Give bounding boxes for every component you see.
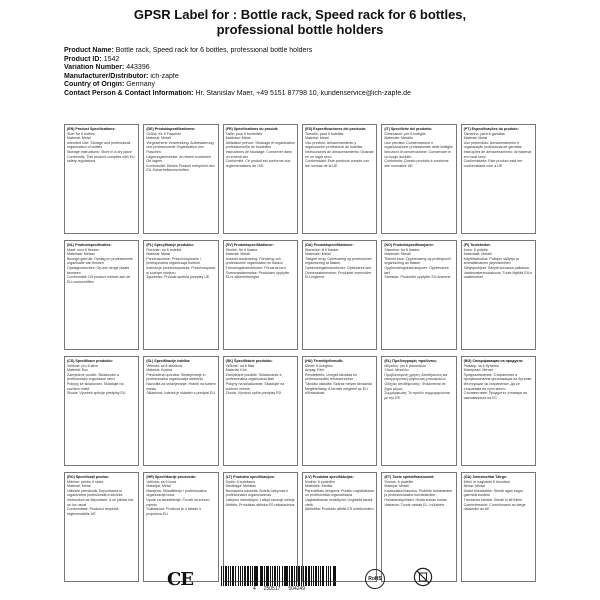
spec-line: Instructions de stockage: Conserver dans un endroit sec [225,149,292,159]
spec-block-heading: (ES) Especificaciones del producto: [305,127,367,131]
spec-block [143,124,218,234]
spec-block-heading: (SV) Produktspecifikationer: [225,243,274,247]
spec-block-heading: (DA) Produktspecifikationer: [305,243,354,247]
spec-line: Materijal: Metal [146,484,171,489]
info-label: Product Name: [64,47,114,54]
spec-block-heading: (LV) Produkta specifikācijas: [305,475,354,479]
spec-line: Material: Metal [67,484,91,489]
barcode-bar [296,566,297,586]
spec-line: Uzglabāšanas norādījumi: Uzglabāt sausā vietā [305,497,373,507]
spec-block-heading: (CS) Specifikace produktu: [67,359,113,363]
spec-line: Kavandatud kasutus: Pudelite hoiustamine ja professionaalne korraldamine [384,488,453,498]
spec-line: Conformidade: Este produto está em conformidade com a UE [463,159,523,168]
spec-block [381,356,456,466]
product-info [64,47,536,99]
spec-line: Opslaginstructies: Op een droge plaats bewaren [67,265,130,275]
spec-line: Koko: 6 pullolle [463,247,489,252]
spec-line: Konformität: Dieses Produkt entspricht den EU-Sicherheitsvorschriften [146,163,215,173]
spec-line: Predvidena uporaba: Shranjevanje in profesionalna organizacija steklenic [146,372,206,382]
spec-line: Przeznaczenie: Przechowywanie i profesjonalna organizacja butelek [146,256,201,266]
spec-line: Överensstämmelse: Produkten uppfyller EU:s säkerhetsregler [225,270,290,280]
spec-line: Beoogd gebruik: Opslag en professionele organisatie van flessen [67,256,133,266]
barcode-bar [311,566,312,586]
spec-line: Tilsigtet brug: Opbevaring og professionel organisering af flasker [305,256,372,266]
barcode-bar [221,566,222,586]
spec-line: Size: for 6 bottles [67,131,95,136]
info-value: Hr. Stanislav Maer, +49 5151 87798 10, kundenservice@ich-zapfe.de [195,89,411,97]
barcode-bar [282,566,283,586]
spec-line: Méid: le haghaidh 6 bhuidéal [463,479,510,484]
spec-line: Предназначение: Съхранение и професионална организация на бутилки [463,372,532,382]
spec-line: Инструкции за съхранение: Да се съхранява на сухо място [463,381,520,391]
spec-line: Размер: за 6 бутилки [463,363,499,368]
info-label: Product ID: [64,55,102,63]
spec-line: Storage Instructions: Store in a dry place [67,149,132,154]
spec-line: Anyag: Fém [305,368,325,373]
info-value: Germany [126,81,156,89]
barcode-bar [235,566,236,586]
spec-line: Μέγεθος: για 6 μπουκάλια [384,363,426,368]
spec-line: Υλικό: Μέταλλο [384,368,409,373]
spec-line: Zgodność: Produkt spełnia przepisy UE [146,275,210,280]
spec-line: Conformitate: Produsul respectă reglementările UE [67,507,119,516]
spec-line: Tárolási utasítás: Száraz helyen tárolandó [305,381,373,386]
barcode-bar [285,566,288,586]
spec-line: Materiale: Metall [384,252,411,257]
spec-block-heading: (HU) Termékjellemzők: [305,359,344,363]
spec-line: Suurus: 6 pudelile [384,479,414,484]
spec-line: Størrelse: til 6 flasker [305,247,339,252]
weee-bin-icon [413,567,433,592]
spec-line: Utilisation prévue: Stockage et organisation professionnelle de bouteilles [225,140,295,150]
spec-line: Velikost: za 6 steklenic [146,363,183,368]
spec-block [461,240,536,350]
info-row [64,73,536,82]
spec-line: Laikymo instrukcijos: Laikyti sausoje vietoje [225,497,295,502]
spec-line: Samsvar: Produktet oppfyller EU-kravene [384,275,451,280]
spec-line: Pokyny ke skladování: Skladujte na suchém místě [67,381,124,391]
barcode-bar [284,566,285,586]
spec-block [223,240,298,350]
info-label: Manufacturer/Distributor: [64,72,149,80]
barcode-bar [315,566,317,586]
spec-line: Materiaal: Metaal [67,252,95,257]
spec-block [143,240,218,350]
barcode-bar [244,566,246,586]
spec-line: Shoda: Výrobek splňuje předpisy EU [67,391,126,396]
spec-line: Oppbevaringsinstruksjoner: Oppbevares tørt [384,265,449,275]
barcode-bars [221,566,337,586]
spec-block-heading: (NO) Produktspesifikasjoner: [384,243,435,247]
spec-line: Conformidad: Este producto cumple con las normas de la UE [305,159,370,168]
spec-line: Materiál: Kov [225,368,247,373]
spec-line: Medžiaga: Metalas [225,484,256,489]
spec-line: Instrucțiuni de depozitare: A se păstra într-un loc uscat [67,497,135,507]
weee-bin-svg [413,567,433,587]
spec-line: Matériau: Métal [225,136,251,141]
barcode-bar [305,566,308,586]
spec-grid [64,124,536,582]
spec-block-heading: (SK) Špecifikácie produktu: [225,359,273,363]
spec-line: Atbilstība: Produkts atbilst ES noteikumiem [305,507,374,512]
spec-block [381,240,456,350]
spec-line: Vastavus: Toode vastab EL-i nõuetele [384,502,445,507]
spec-line: Съответствие: Продуктът отговаря на изискванията на ЕС [463,391,527,400]
spec-line: Käyttötarkoitus: Pullojen säilytys ja ammattimainen järjestäminen [463,256,519,266]
barcode-icon [221,566,337,592]
spec-line: Overensstemmelse: Produktet overholder EU-reglerne [305,270,372,280]
barcode-bar [320,566,321,586]
barcode-bar [303,566,304,586]
info-value: ich-zapfe [150,72,179,80]
spec-line: Zamýšlené použití: Skladování a profesionální organizace lahví [67,372,119,382]
spec-line: Συμμόρφωση: Το προϊόν συμμορφώνεται με την ΕΕ [384,391,451,400]
spec-line: Material: Metal [463,136,488,141]
barcode-bar [313,566,314,586]
barcode-bar [289,566,290,586]
spec-line: Izmērs: 6 pudelēm [305,479,335,484]
spec-line: Upute za skladištenje: Čuvati na suhom mjestu [146,497,210,507]
spec-line: Mărime: pentru 6 sticle [67,479,104,484]
spec-line: Uso pretendido: Armazenamento e organização profissional de garrafas [463,140,522,150]
barcode-bar [260,566,261,586]
spec-line: Namjena: Skladištenje i profesionalna organizacija boca [146,488,207,498]
barcode-bar [328,566,330,586]
spec-line: Conformiteit: Dit product voldoet aan de EU-voorschriften [67,275,131,284]
barcode-bar [334,566,336,586]
spec-line: Uso previsto: Conservazione e organizzazione professionale delle bottiglie [384,140,453,150]
spec-block-heading: (HR) Specifikacije proizvoda: [146,475,196,479]
spec-line: Dydis: 6 buteliams [225,479,256,484]
spec-line: Avsedd användning: Förvaring och professionell organisation av flaskor [225,256,283,266]
spec-line: Материал: Метал [463,368,493,373]
spec-block-heading: (RO) Specificații produs: [67,475,110,479]
info-label: Country of Origin: [64,81,125,89]
spec-line: Instrucciones de almacenamiento: Guardar en un lugar seco [305,149,374,159]
barcode-bar [330,566,331,586]
spec-line: Materiał: Metal [146,252,170,257]
barcode-bar [294,566,295,586]
spec-block-heading: (EN) Product Specifications: [67,127,116,131]
spec-line: Materiaali: Metalli [463,252,492,257]
barcode-number [253,586,305,592]
spec-line: Vorgesehene Verwendung: Aufbewahrung und professionelle Organisation von Flaschen [146,140,214,154]
spec-block-heading: (NL) Productspecificaties: [67,243,112,247]
spec-line: Materiale: Metal [305,252,331,257]
barcode-bar [266,566,269,586]
spec-line: Treoracha stórála: Stóráil in áit thirim [463,497,523,502]
barcode-bar [232,566,235,586]
spec-line: Velikost: pro 6 lahví [67,363,99,368]
barcode-bar [240,566,241,586]
info-row [64,56,536,65]
barcode-bar [250,566,251,586]
rohs-icon [365,569,385,589]
spec-line: Veľkosť: na 6 fliaš [225,363,255,368]
spec-line: Materiale: Metallo [384,136,413,141]
spec-block-heading: (ET) Toote spetsifikatsioonid: [384,475,435,479]
spec-line: Taille: pour 6 bouteilles [225,131,263,136]
spec-block-heading: (FR) Spécifications du produit: [225,127,279,131]
spec-line: Säilytysohjeet: Säilytä kuivassa paikassa [463,265,529,270]
barcode-bar [261,566,263,586]
spec-block [64,240,139,350]
spec-block-heading: (EL) Προδιαγραφές προϊόντος: [384,359,438,363]
barcode-bar [301,566,302,586]
info-row [64,81,536,90]
spec-line: Skladnost: Izdelek je skladen s predpisi EU [146,391,216,396]
spec-line: Rendeltetés: Üvegek tárolása és professzionális rendszerezése [305,372,357,382]
info-value: Bottle rack, Speed rack for 6 bottles, professional bottle holders [115,47,313,54]
spec-line: Instruções de armazenamento: Armazenar em local seco [463,149,532,159]
spec-block-heading: (FI) Tuotetiedot: [463,243,491,247]
barcode-bar [298,566,300,586]
spec-block [302,356,377,466]
rohs-label: RoHS [368,576,382,582]
info-row [64,90,536,99]
spec-line: Uso previsto: Almacenamiento y organización profesional de botellas [305,140,363,150]
spec-line: Tamaño: para 6 botellas [305,131,344,136]
barcode-digit-group: 4 [252,586,256,592]
barcode-bar [223,566,224,586]
spec-line: Úsáid bheartaithe: Stóráil agus eagrú gairmiúil buidéal [463,488,523,498]
spec-block-heading: (PL) Specyfikacje produktu: [146,243,194,247]
spec-block [64,124,139,234]
barcode-bar [242,566,243,586]
title-line-1: GPSR Label for : Bottle rack, Speed rack for 6 bottles, [133,7,467,22]
spec-line: Materiál: Kov [67,368,88,373]
spec-line: Instrukcje przechowywania: Przechowywać w suchym miejscu [146,265,216,275]
spec-line: Istruzioni di conservazione: Conservare in un luogo asciutto [384,149,452,159]
barcode-bar [247,566,249,586]
spec-line: Intended Use: Storage and professional organization of bottles [67,140,131,150]
ce-mark-icon: CE [166,568,193,590]
info-label: Variation Number: [64,64,125,72]
spec-line: Materiāls: Metāls [305,484,333,489]
spec-line: Tiltenkt bruk: Oppbevaring og profesjonell organisering av flasker [384,256,451,266]
spec-block [381,124,456,234]
spec-block [64,356,139,466]
spec-block [223,124,298,234]
spec-line: Megfelelőség: A termék megfelel az EU előírásainak [305,386,368,396]
spec-line: Οδηγίες αποθήκευσης: Φυλάσσεται σε ξηρό μέρος [384,381,446,391]
spec-line: Sukladnost: Proizvod je u skladu s propisima EU [146,507,202,516]
spec-line: Förvaringsinstruktioner: Förvaras torrt [225,265,286,270]
spec-block-heading: (SL) Specifikacije izdelka: [146,359,191,363]
barcode-bar [225,566,227,586]
spec-block [143,356,218,466]
spec-line: Navodila za shranjevanje: Hraniti na suhem mestu [146,381,216,391]
barcode-bar [254,566,257,586]
spec-block-heading: (PT) Especificações do produto: [463,127,519,131]
barcode-bar [277,566,278,586]
info-row [64,64,536,73]
barcode-digit-group: 504249 [288,586,306,592]
barcode-bar [238,566,240,586]
spec-line: Utilizare prevăzută: Depozitarea și organizarea profesională a sticlelor [67,488,123,498]
spec-line: Material: Metal [305,136,329,141]
barcode-bar [252,566,253,586]
spec-line: Paredzētais lietojums: Pudeļu uzglabāšana un profesionāla organizēšana [305,488,374,498]
spec-line: Pokyny na skladovanie: Skladujte na suchom mieste [225,381,285,391]
barcode-bar [279,566,281,586]
barcode-bar [228,566,229,586]
spec-line: Méret: 6 üveghez [305,363,333,368]
spec-line: Tamanho: para 6 garrafas [463,131,505,136]
spec-block [223,356,298,466]
spec-block [302,240,377,350]
spec-line: Maat: voor 6 flessen [67,247,100,252]
info-label: Contact Person & Contact Information: [64,89,194,97]
spec-line: Material: Metal [67,136,91,141]
info-value: 1542 [103,55,120,63]
barcode-digit-group: 250517 [263,586,281,592]
barcode-bar [257,566,258,586]
info-value: 443396 [126,64,150,72]
barcode-bar [274,566,276,586]
spec-line: Ábhar: Miotal [463,484,485,489]
barcode-bar [291,566,293,586]
barcode-bar [308,566,310,586]
spec-block [461,356,536,466]
spec-line: Comhréireacht: Comhlíonann an táirge rialacháin an AE [463,502,526,512]
spec-block [461,124,536,234]
spec-line: Hoiustamisjuhised: Hoida kuivas kohas [384,497,447,502]
spec-line: Størrelse: for 6 flasker [384,247,420,252]
spec-block [302,124,377,234]
spec-line: Προβλεπόμενη χρήση: Αποθήκευση και επαγγελματική οργάνωση μπουκαλιών [384,372,448,382]
spec-line: Lagerungshinweise: An einem trockenen Ort lagern [146,154,212,164]
barcode-bar [326,566,327,586]
info-row [64,47,536,56]
title-line-2: professional bottle holders [216,22,384,37]
footer-marks [64,562,536,596]
spec-line: Conformité: Ce produit est conforme aux réglementations de l'UE [225,159,291,168]
spec-line: Material: Metall [225,252,251,257]
spec-line: Rozmiar: na 6 butelek [146,247,182,252]
spec-block-heading: (GA) Sonraíochtaí Táirge: [463,475,508,479]
spec-block-heading: (BG) Спецификации на продукта: [463,359,524,363]
spec-line: Zhoda: Výrobok spĺňa predpisy EÚ [225,391,282,396]
barcode-bar [333,566,334,586]
spec-line: Numatoma paskirtis: Butelių laikymas ir profesionalus organizavimas [225,488,289,498]
spec-line: Conformità: Questo prodotto è conforme alle normative UE [384,159,449,168]
spec-line: Größe: für 6 Flaschen [146,131,182,136]
page-title [64,0,536,39]
spec-line: Material: Metall [146,136,171,141]
barcode-bar [264,566,265,586]
spec-line: Zamýšľané použitie: Skladovanie a profesionálna organizácia fliaš [225,372,282,382]
barcode-bar [270,566,271,586]
spec-line: Storlek: för 6 flaskor [225,247,258,252]
spec-line: Material: Kovina [146,368,173,373]
spec-line: Atitiktis: Produktas atitinka ES reikalavimus [225,502,295,507]
barcode-bar [322,566,325,586]
spec-block-heading: (DE) Produktspezifikationen: [146,127,196,131]
barcode-bar [318,566,319,586]
spec-block-heading: (LT) Produkto specifikacijos: [225,475,275,479]
spec-line: Dimensioni: per 6 bottiglie [384,131,426,136]
spec-line: Materjal: Metall [384,484,409,489]
spec-line: Conformity: This product complies with EU safety regulations [67,154,135,164]
spec-block-heading: (IT) Specifiche del prodotto: [384,127,433,131]
spec-line: Opbevaringsinstruktioner: Opbevares tørt [305,265,371,270]
barcode-bar [230,566,231,586]
spec-line: Veličina: za 6 boca [146,479,177,484]
barcode-bar [272,566,273,586]
spec-line: Vaatimustenmukaisuus: Tuote täyttää EU:n vaatimukset [463,270,533,280]
